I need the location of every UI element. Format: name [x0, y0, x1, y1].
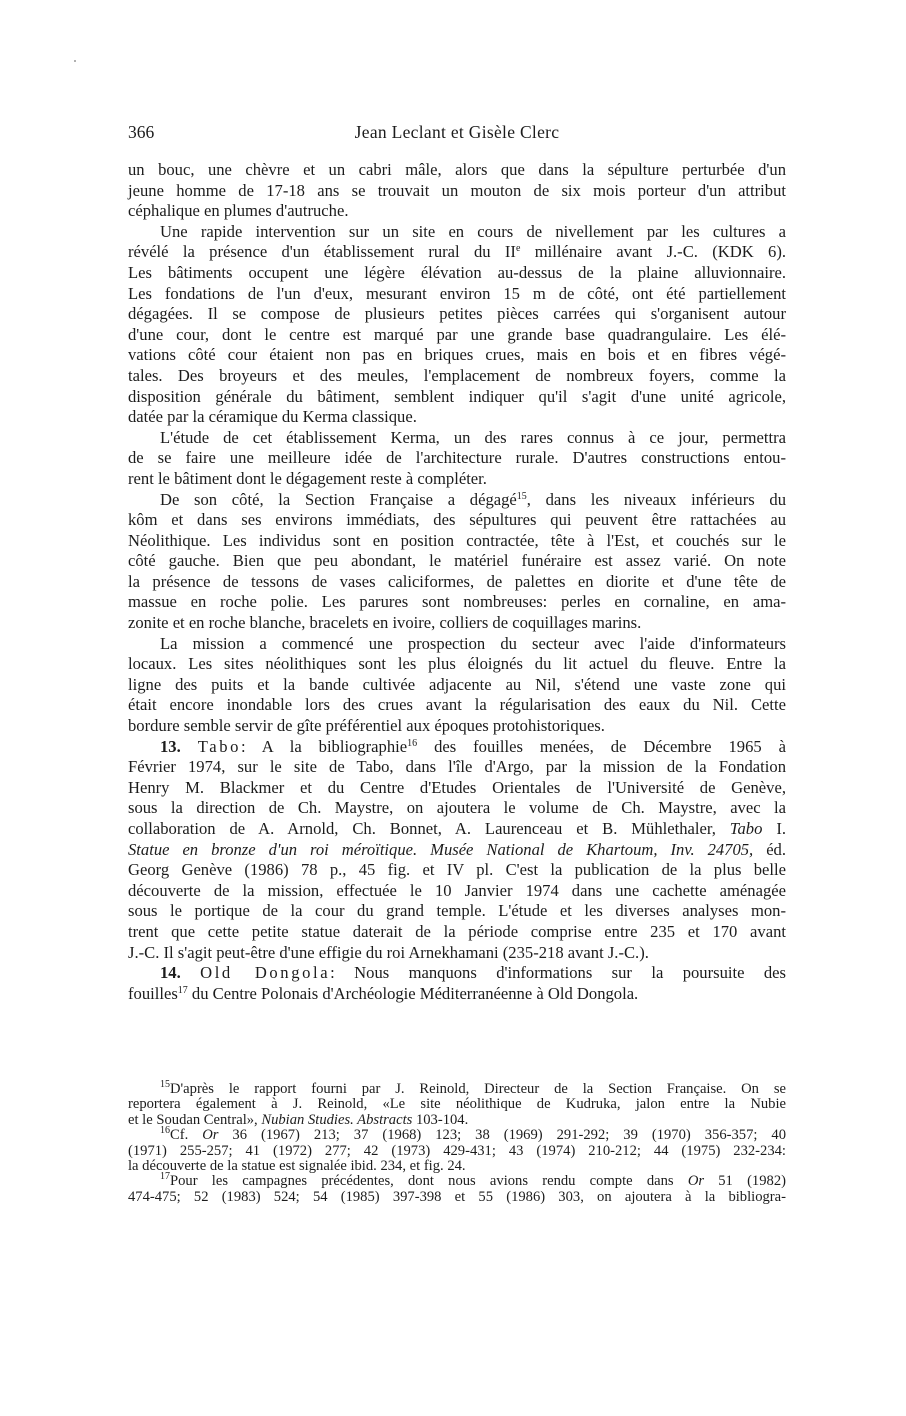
text-line: sous la direction de Ch. Maystre, on ajoutera le volume de Ch. Maystre, avec la: [128, 798, 786, 818]
text-line: était encore inondable lors des crues avant la régularisation des eaux du Nil. Cette: [128, 695, 786, 715]
text-run: collaboration de A. Arnold, Ch. Bonnet, A. Laurenceau et B. Mühlethaler,: [128, 819, 716, 838]
text-line: d'une cour, dont le centre est marqué par une grande base quadrangulaire. Les élé-: [128, 324, 786, 344]
text-line: de se faire une meilleure idée de l'architecture rurale. D'autres constructions entou-: [128, 448, 786, 468]
text-run: : Nous manquons d'informations sur la poursuite des: [330, 963, 786, 983]
footnote-ref[interactable]: 17: [177, 984, 188, 996]
text-line: [128, 840, 786, 861]
text-line: [128, 1113, 786, 1128]
section-number: 14.: [160, 963, 181, 983]
footnote-marker: 15: [160, 1079, 170, 1090]
footnote-marker: 16: [160, 1125, 170, 1137]
text-line: Une rapide intervention sur un site en cours de nivellement par les cultures a: [160, 221, 786, 241]
text-run: , dans les niveaux inférieurs du: [526, 489, 786, 509]
text-line: (1971) 255-257; 41 (1972) 277; 42 (1973) 429-431; 43 (1974) 210-212; 44 (1975) 232-234:: [128, 1142, 786, 1159]
italic-title: Tabo: [729, 819, 763, 838]
body-text: [128, 160, 786, 1004]
text-line: J.-C. Il s'agit peut-être d'une effigie du roi Arnekhamani (235-218 avant J.-C.).: [128, 942, 649, 962]
paragraph: [128, 428, 786, 490]
italic-title: Statue en bronze d'un roi méroïtique. Musée National de Khartoum, Inv. 24705,: [128, 839, 754, 859]
superscript: e: [515, 243, 521, 255]
italic-title: Nubian Studies. Abstracts: [261, 1111, 413, 1128]
text-run: éd.: [753, 839, 786, 859]
text-line: [128, 737, 786, 758]
text-line: dégagées. Il se compose de plusieurs petites pièces carrées qui s'organisent autour: [128, 304, 786, 324]
text-line: ligne des puits et la bande cultivée adjacente au Nil, s'étend une vaste zone qui: [128, 674, 786, 694]
text-line: zonite et en roche blanche, bracelets en ivoire, colliers de coquillages marins.: [128, 613, 642, 633]
footnote-16: [128, 1125, 786, 1174]
text-line: Les fondations de l'un d'eux, mesurant environ 15 m de côté, ont été partiellement: [128, 283, 786, 303]
footnote-marker: 17: [160, 1171, 170, 1183]
site-name: Tabo: [197, 736, 242, 756]
text-line: côté gauche. Bien que peu abondant, le matériel funéraire est assez varié. On note: [128, 551, 786, 571]
text-line: rent le bâtiment dont le dégagement reste à compléter.: [128, 468, 487, 488]
text-line: [128, 490, 786, 511]
italic-title: Or: [202, 1127, 219, 1144]
running-title: Jean Leclant et Gisèle Clerc: [354, 122, 560, 142]
text-line: [128, 963, 786, 984]
text-run: : A la bibliographie: [241, 736, 408, 756]
text-line: [128, 984, 786, 1005]
text-run: 51 (1982): [704, 1173, 786, 1190]
text-run: De son côté, la Section Française a dégagé: [160, 489, 517, 509]
text-line: tales. Des broyeurs et des meules, l'emplacement de nombreux foyers, comme la: [128, 365, 786, 385]
site-name: Old Dongola: [200, 963, 331, 983]
text-line: Henry M. Blackmer et du Centre d'Etudes Orientales de l'Université de Genève,: [128, 777, 786, 797]
text-line: sous le portique de la cour du grand temple. L'étude et les diverses analyses mon-: [128, 901, 786, 921]
text-line: L'étude de cet établissement Kerma, un des rares connus à ce jour, permettra: [160, 427, 786, 447]
text-run: du Centre Polonais d'Archéologie Méditerranéenne à Old Dongola.: [187, 983, 639, 1003]
text-line: [128, 242, 786, 263]
text-run: 103-104.: [412, 1111, 469, 1128]
text-line: la découverte de la statue est signalée ibid. 234, et fig. 24.: [128, 1157, 466, 1174]
text-run: Pour les campagnes précédentes, dont nous avions rendu compte dans: [170, 1173, 674, 1190]
text-line: 474-475; 52 (1983) 524; 54 (1985) 397-398 et 55 (1986) 303, on ajoutera à la bibliogra-: [128, 1188, 786, 1205]
section-tabo: [128, 737, 786, 964]
text-line: kôm et dans ses environs immédiats, des sépultures qui peuvent être rattachées au: [128, 510, 786, 530]
text-line: découverte de la mission, effectuée le 10 Janvier 1974 dans une cachette aménagée: [128, 880, 786, 900]
text-line: céphalique en plumes d'autruche.: [128, 201, 349, 221]
text-line: [128, 1171, 786, 1190]
text-line: la présence de tessons de vases caliciformes, de palettes en diorite et d'une tête de: [128, 571, 786, 591]
text-line: vations côté cour étaient non pas en briques crues, mais en bois et en fibres végé-: [128, 345, 786, 365]
text-run: fouilles: [128, 983, 178, 1003]
text-line: locaux. Les sites néolithiques sont les plus éloignés du lit actuel du fleuve. Entre la: [128, 654, 786, 674]
text-line: La mission a commencé une prospection du secteur avec l'aide d'informateurs: [160, 633, 786, 653]
footnote-ref[interactable]: 16: [407, 737, 418, 749]
text-line: Les bâtiments occupent une légère élévation au-dessus de la plaine alluvionnaire.: [128, 262, 786, 282]
text-line: massue en roche polie. Les parures sont nombreuses: perles en cornaline, en ama-: [128, 592, 786, 612]
text-line: jeune homme de 17-18 ans se trouvait un mouton de six mois porteur d'un attribut: [128, 180, 786, 200]
page-number: 366: [128, 122, 155, 142]
footnote-17: [128, 1171, 786, 1205]
section-old-dongola: [128, 963, 786, 1004]
text-line: disposition générale du bâtiment, semblent indiquer qu'il s'agit d'une unité agricole,: [128, 386, 786, 406]
text-run: I.: [762, 819, 786, 838]
text-run: 36 (1967) 213; 37 (1968) 123; 38 (1969) 291-292; 39 (1970) 356-357; 40: [218, 1127, 786, 1144]
page-header: [128, 122, 786, 148]
section-number: 13.: [160, 736, 181, 756]
text-run: millénaire avant J.-C. (KDK 6).: [520, 242, 786, 262]
text-run: des fouilles menées, de Décembre 1965 à: [417, 736, 786, 756]
text-line: trent que cette petite statue daterait de la période comprise entre 235 et 170 avant: [128, 921, 786, 941]
text-run: Cf.: [170, 1127, 189, 1144]
text-line: Février 1974, sur le site de Tabo, dans l'île d'Argo, par la mission de la Fondation: [128, 757, 786, 777]
text-line: reportera également à J. Reinold, «Le site néolithique de Kudruka, jalon entre la Nubie: [128, 1096, 786, 1113]
text-line: [128, 819, 786, 840]
text-run: D'après le rapport fourni par J. Reinold, Directeur de la Section Française. On se: [170, 1081, 786, 1097]
paragraph: [128, 160, 786, 222]
scan-speck: [74, 60, 76, 62]
italic-title: Or: [687, 1173, 705, 1190]
footnote-15: [128, 1079, 786, 1128]
text-line: [128, 1125, 786, 1144]
text-line: bordure semble servir de gîte préférentiel aux époques protohistoriques.: [128, 716, 605, 736]
text-line: Georg Genève (1986) 78 p., 45 fig. et IV pl. C'est la publication de la plus belle: [128, 860, 786, 880]
paragraph: [128, 222, 786, 428]
paragraph: [128, 634, 786, 737]
text-run: révélé la présence d'un établissement rural du II: [128, 242, 516, 262]
text-line: [128, 1079, 786, 1097]
paragraph: [128, 490, 786, 634]
footnote-ref[interactable]: 15: [516, 490, 527, 502]
footnotes: [128, 1079, 786, 1205]
text-line: datée par la céramique du Kerma classique.: [128, 407, 417, 427]
text-run: et le Soudan Central»,: [128, 1111, 258, 1128]
text-line: un bouc, une chèvre et un cabri mâle, alors que dans la sépulture perturbée d'un: [128, 160, 786, 179]
text-line: Néolithique. Les individus sont en position contractée, tête à l'Est, et couchés sur le: [128, 530, 786, 550]
